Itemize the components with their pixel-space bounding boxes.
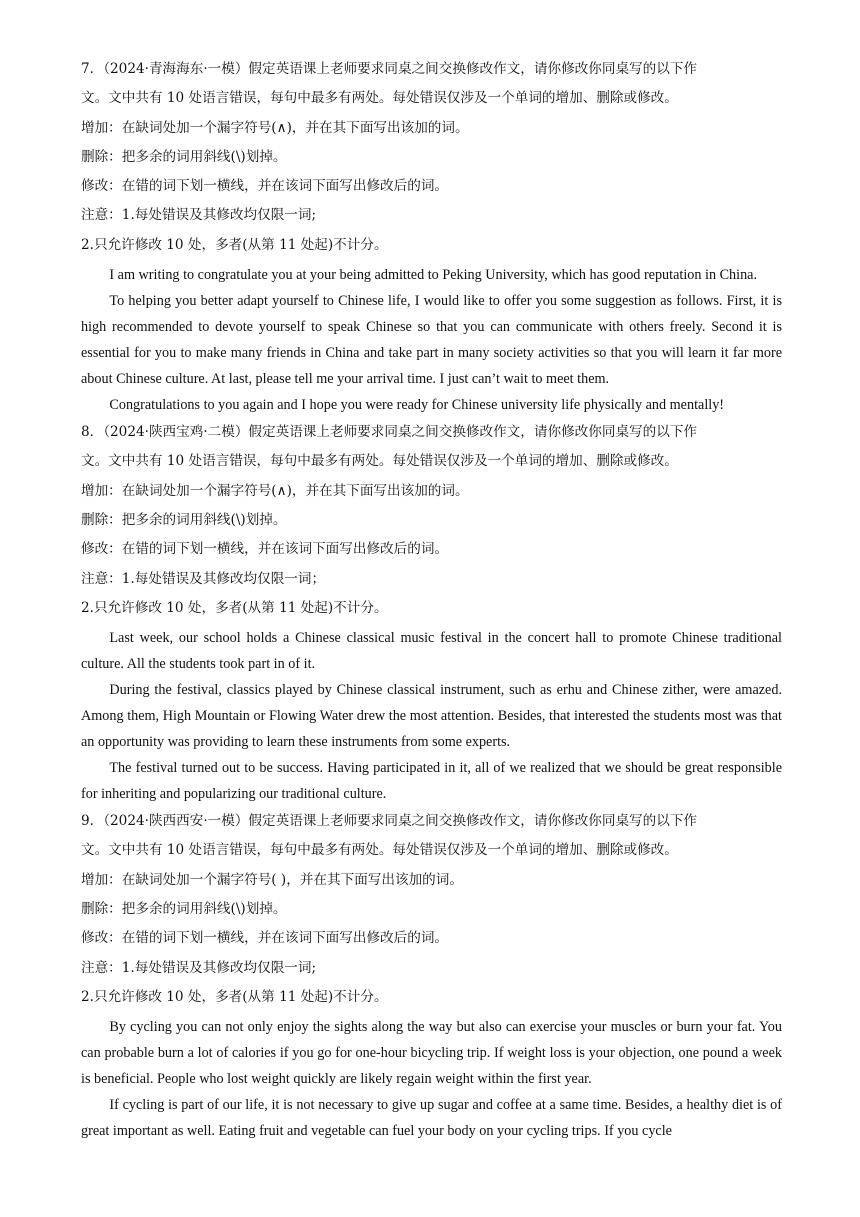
question-7-paragraph-1: I am writing to congratulate you at your being admitted to Peking University, which has good reputation in China.: [109, 267, 758, 284]
question-8: [81, 418, 782, 807]
question-9-header-line1: 9．（2024·陕西西安·一模）假定英语课上老师要求同桌之间交换修改作文，请你修改你同桌写的以下作: [81, 813, 698, 830]
question-8-modify-rule: 修改：在错的词下划一横线，并在该词下面写出修改后的词。: [81, 541, 449, 558]
question-7-add-rule: 增加：在缺词处加一个漏字符号(∧)，并在其下面写出该加的词。: [81, 119, 469, 136]
question-9-delete-rule: 删除：把多余的词用斜线(\)划掉。: [81, 901, 287, 918]
question-7-paragraph-3: Congratulations to you again and I hope you were ready for Chinese university life physically and mentally!: [109, 397, 725, 414]
question-9-paragraph-1: By cycling you can not only enjoy the sights along the way but also can exercise your muscles or burn your fat. You can probable burn a lot of calories if you go for one-hour bicycling trip. If weight loss is your objection, one pound a week is beneficial. People who lost weight quickly are likely regain weight within the first year.: [81, 1019, 782, 1088]
question-9-paragraph-2: If cycling is part of our life, it is not necessary to give up sugar and coffee at a same time. Besides, a healthy diet is of great important as well. Eating fruit and vegetable can fuel your body on your cycling trips. If you cycle: [81, 1097, 782, 1140]
question-9-header-line2: 文。文中共有 10 处语言错误，每句中最多有两处。每处错误仅涉及一个单词的增加、删除或修改。: [81, 842, 678, 859]
question-8-header-line1: 8．（2024·陕西宝鸡·二模）假定英语课上老师要求同桌之间交换修改作文，请你修改你同桌写的以下作: [81, 424, 698, 441]
question-9: [81, 807, 782, 1144]
question-8-header-line2: 文。文中共有 10 处语言错误，每句中最多有两处。每处错误仅涉及一个单词的增加、删除或修改。: [81, 453, 678, 470]
question-8-paragraph-3: The festival turned out to be success. Having participated in it, all of we realized that we should be great responsible for inheriting and popularizing our traditional culture.: [81, 760, 782, 803]
question-7-paragraph-2: To helping you better adapt yourself to Chinese life, I would like to offer you some suggestion as follows. First, it is high recommended to devote yourself to speak Chinese so that you can communicate with others freely. Second it is essential for you to make many friends in China and take part in many society activities so that you will learn it far more about Chinese culture. At last, please tell me your arrival time. I just can’t wait to meet them.: [81, 293, 782, 388]
question-8-paragraph-1: Last week, our school holds a Chinese classical music festival in the concert hall to promote Chinese traditional culture. All the students took part in of it.: [81, 630, 782, 673]
question-8-paragraph-2: During the festival, classics played by Chinese classical instrument, such as erhu and Chinese zither, were amazed. Among them, High Mountain or Flowing Water drew the most attention. Besides, that interested the students most was that an opportunity was providing to learn these instruments from some experts.: [81, 682, 782, 751]
question-9-modify-rule: 修改：在错的词下划一横线，并在该词下面写出修改后的词。: [81, 930, 449, 947]
question-8-note2: 2.只允许修改 10 处，多者(从第 11 处起)不计分。: [81, 599, 388, 616]
question-9-note1: 注意：1.每处错误及其修改均仅限一词;: [81, 959, 317, 976]
question-9-add-rule: 增加：在缺词处加一个漏字符号( )，并在其下面写出该加的词。: [81, 871, 463, 888]
question-7-note2: 2.只允许修改 10 处，多者(从第 11 处起)不计分。: [81, 236, 388, 253]
question-7-header-line2: 文。文中共有 10 处语言错误，每句中最多有两处。每处错误仅涉及一个单词的增加、删除或修改。: [81, 90, 678, 107]
document-page: [81, 55, 782, 1144]
question-7: [81, 55, 782, 418]
question-8-add-rule: 增加：在缺词处加一个漏字符号(∧)，并在其下面写出该加的词。: [81, 482, 469, 499]
question-7-header-line1: 7．（2024·青海海东·一模）假定英语课上老师要求同桌之间交换修改作文，请你修改你同桌写的以下作: [81, 61, 698, 77]
question-9-note2: 2.只允许修改 10 处，多者(从第 11 处起)不计分。: [81, 988, 388, 1005]
question-8-delete-rule: 删除：把多余的词用斜线(\)划掉。: [81, 511, 287, 528]
question-7-note1: 注意：1.每处错误及其修改均仅限一词;: [81, 207, 317, 224]
question-7-delete-rule: 删除：把多余的词用斜线(\)划掉。: [81, 148, 287, 165]
question-7-modify-rule: 修改：在错的词下划一横线，并在该词下面写出修改后的词。: [81, 178, 449, 195]
question-8-note1: 注意：1.每处错误及其修改均仅限一词；: [81, 570, 326, 587]
